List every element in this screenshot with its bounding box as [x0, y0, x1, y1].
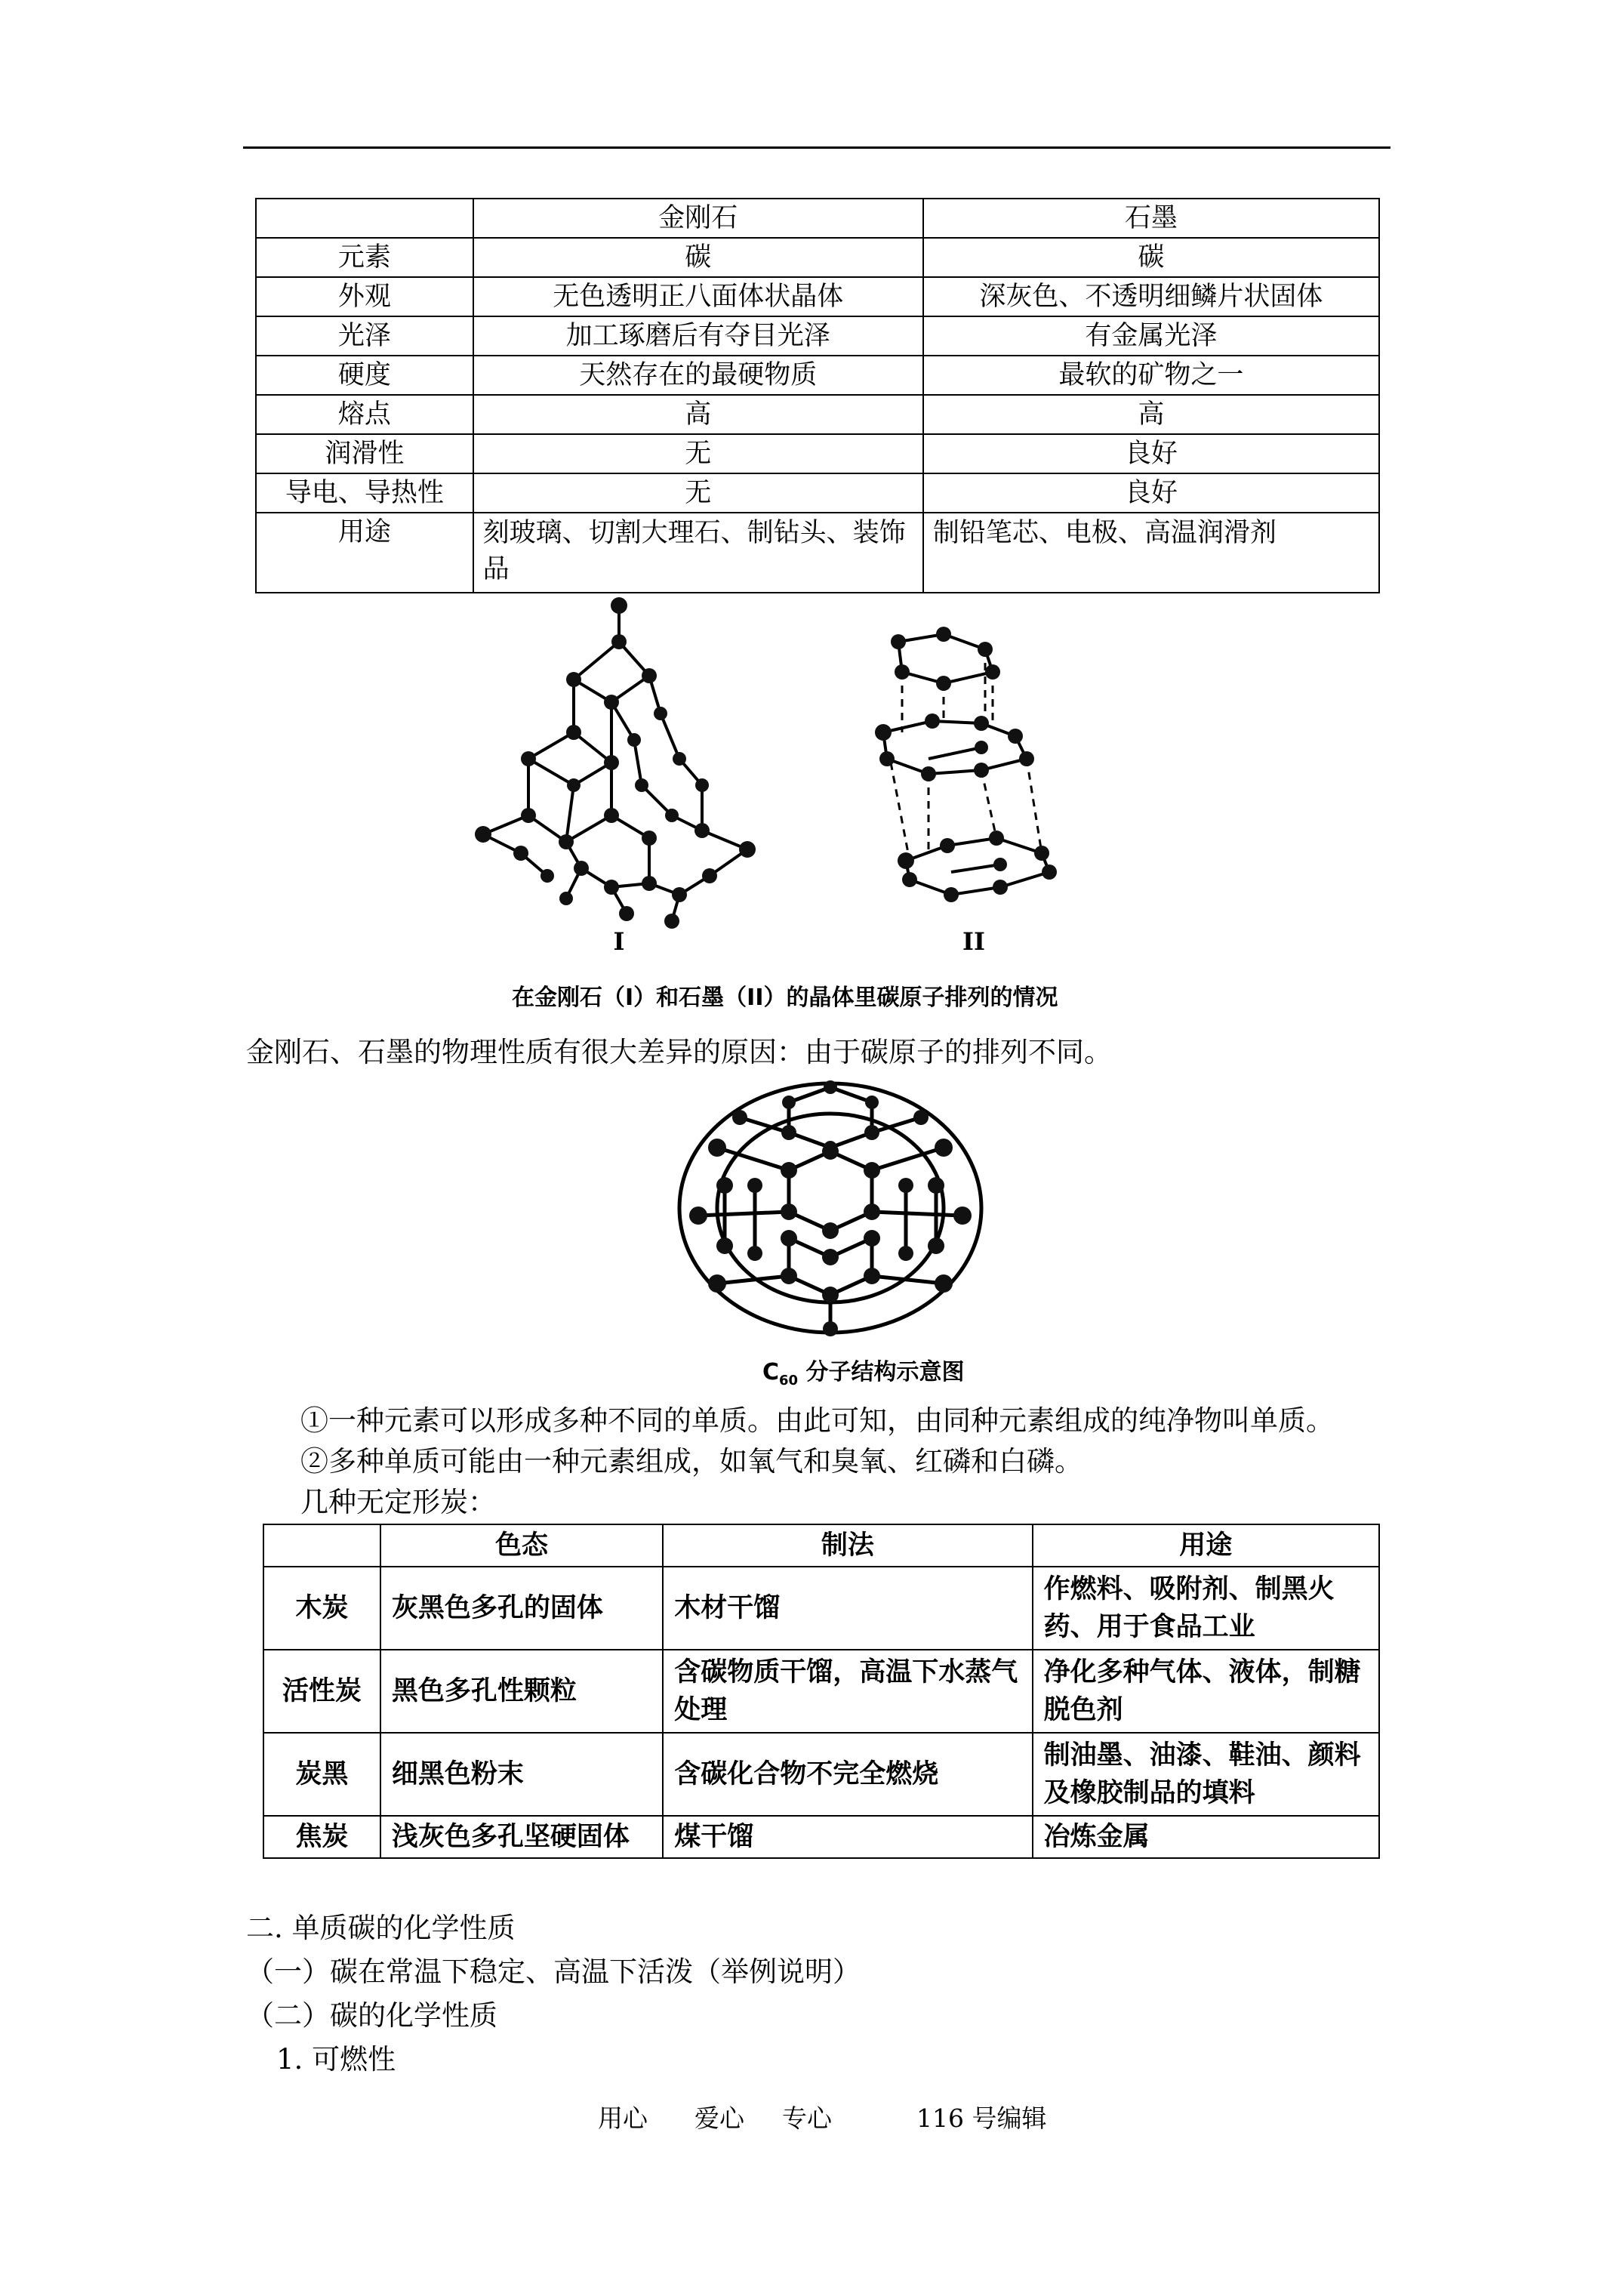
amorphous-carbon-title: 几种无定形炭： — [300, 1486, 496, 1518]
table-row — [256, 356, 1379, 395]
table-header-cell: 石墨 — [923, 199, 1379, 238]
c60-caption-rest: 分子结构示意图 — [798, 1359, 965, 1385]
table-row — [263, 1567, 1379, 1650]
table-cell: 最软的矿物之一 — [923, 356, 1379, 395]
table-cell: 木材干馏 — [663, 1567, 1032, 1650]
table-cell: 用途 — [256, 513, 473, 593]
c60-molecule-figure — [664, 1072, 996, 1344]
table-cell: 良好 — [923, 434, 1379, 473]
table-cell: 含碳物质干馏，高温下水蒸气处理 — [663, 1650, 1032, 1733]
table-cell: 净化多种气体、液体，制糖脱色剂 — [1033, 1650, 1379, 1733]
table-row — [256, 513, 1379, 593]
table-header-cell — [256, 199, 473, 238]
table-cell: 无 — [473, 434, 923, 473]
table-row — [263, 1733, 1379, 1816]
table-header-cell: 金刚石 — [473, 199, 923, 238]
table-cell: 碳 — [923, 238, 1379, 277]
footer-text-1: 用心 — [598, 2103, 648, 2133]
table-row — [256, 316, 1379, 356]
lattice-figure-caption: 在金刚石（I）和石墨（II）的晶体里碳原子排列的情况 — [512, 985, 1058, 1011]
table-cell: 细黑色粉末 — [380, 1733, 663, 1816]
c60-caption-subscript: 60 — [779, 1373, 799, 1388]
table-cell: 刻玻璃、切割大理石、制钻头、装饰品 — [473, 513, 923, 593]
table-cell: 高 — [923, 395, 1379, 434]
table-cell: 含碳化合物不完全燃烧 — [663, 1733, 1032, 1816]
table-cell: 有金属光泽 — [923, 316, 1379, 356]
table-cell: 元素 — [256, 238, 473, 277]
footer-text-2: 爱心 — [694, 2103, 744, 2133]
table-cell: 活性炭 — [263, 1650, 380, 1733]
point-1-text: ①一种元素可以形成多种不同的单质。由此可知，由同种元素组成的纯净物叫单质。 — [300, 1404, 1334, 1437]
difference-paragraph: 金刚石、石墨的物理性质有很大差异的原因：由于碳原子的排列不同。 — [246, 1036, 1112, 1068]
table-header-cell — [263, 1524, 380, 1567]
table-row — [256, 395, 1379, 434]
table-cell: 无 — [473, 473, 923, 513]
lattice-label-2: II — [962, 927, 985, 956]
table-cell: 光泽 — [256, 316, 473, 356]
table-cell: 深灰色、不透明细鳞片状固体 — [923, 277, 1379, 316]
item-1-text: 1. 可燃性 — [276, 2043, 396, 2076]
amorphous-carbon-table — [263, 1524, 1380, 1859]
table-cell: 灰黑色多孔的固体 — [380, 1567, 663, 1650]
subsection-2-title: （二）碳的化学性质 — [246, 1999, 497, 2032]
table-cell: 外观 — [256, 277, 473, 316]
table-row — [256, 434, 1379, 473]
lattice-label-1: I — [613, 927, 625, 956]
table-cell: 冶炼金属 — [1033, 1816, 1379, 1858]
table-row — [263, 1650, 1379, 1733]
footer-text-3: 专心 — [782, 2103, 832, 2133]
table-cell: 润滑性 — [256, 434, 473, 473]
table-header-row — [263, 1524, 1379, 1567]
point-2-text: ②多种单质可能由一种元素组成，如氧气和臭氧、红磷和白磷。 — [300, 1445, 1083, 1478]
table-cell: 作燃料、吸附剂、制黑火药、用于食品工业 — [1033, 1567, 1379, 1650]
section-2-title: 二. 单质碳的化学性质 — [246, 1912, 516, 1944]
table-header-cell: 用途 — [1033, 1524, 1379, 1567]
table-header-cell: 色态 — [380, 1524, 663, 1567]
c60-atom-icons — [689, 1080, 972, 1336]
table-cell: 良好 — [923, 473, 1379, 513]
subsection-1-title: （一）碳在常温下稳定、高温下活泼（举例说明） — [246, 1955, 861, 1988]
c60-caption-prefix: C — [762, 1359, 780, 1385]
table-cell: 木炭 — [263, 1567, 380, 1650]
table-cell: 焦炭 — [263, 1816, 380, 1858]
table-header-row — [256, 199, 1379, 238]
table-header-cell: 制法 — [663, 1524, 1032, 1567]
table-cell: 熔点 — [256, 395, 473, 434]
table-cell: 导电、导热性 — [256, 473, 473, 513]
diamond-graphite-table — [255, 198, 1380, 593]
crystal-lattice-figure — [453, 589, 1208, 1012]
footer-text-4: 116 号编辑 — [916, 2103, 1047, 2133]
table-cell: 炭黑 — [263, 1733, 380, 1816]
table-cell: 碳 — [473, 238, 923, 277]
table-row — [263, 1816, 1379, 1858]
table-row — [256, 473, 1379, 513]
header-rule — [243, 146, 1390, 149]
table-cell: 黑色多孔性颗粒 — [380, 1650, 663, 1733]
table-cell: 无色透明正八面体状晶体 — [473, 277, 923, 316]
table-cell: 天然存在的最硬物质 — [473, 356, 923, 395]
table-row — [256, 277, 1379, 316]
table-row — [256, 238, 1379, 277]
table-cell: 浅灰色多孔坚硬固体 — [380, 1816, 663, 1858]
table-cell: 煤干馏 — [663, 1816, 1032, 1858]
table-cell: 高 — [473, 395, 923, 434]
table-cell: 加工琢磨后有夺目光泽 — [473, 316, 923, 356]
diamond-atom-icons — [475, 597, 756, 929]
table-cell: 硬度 — [256, 356, 473, 395]
table-cell: 制铅笔芯、电极、高温润滑剂 — [923, 513, 1379, 593]
c60-figure-caption — [762, 1353, 965, 1388]
table-cell: 制油墨、油漆、鞋油、颜料及橡胶制品的填料 — [1033, 1733, 1379, 1816]
